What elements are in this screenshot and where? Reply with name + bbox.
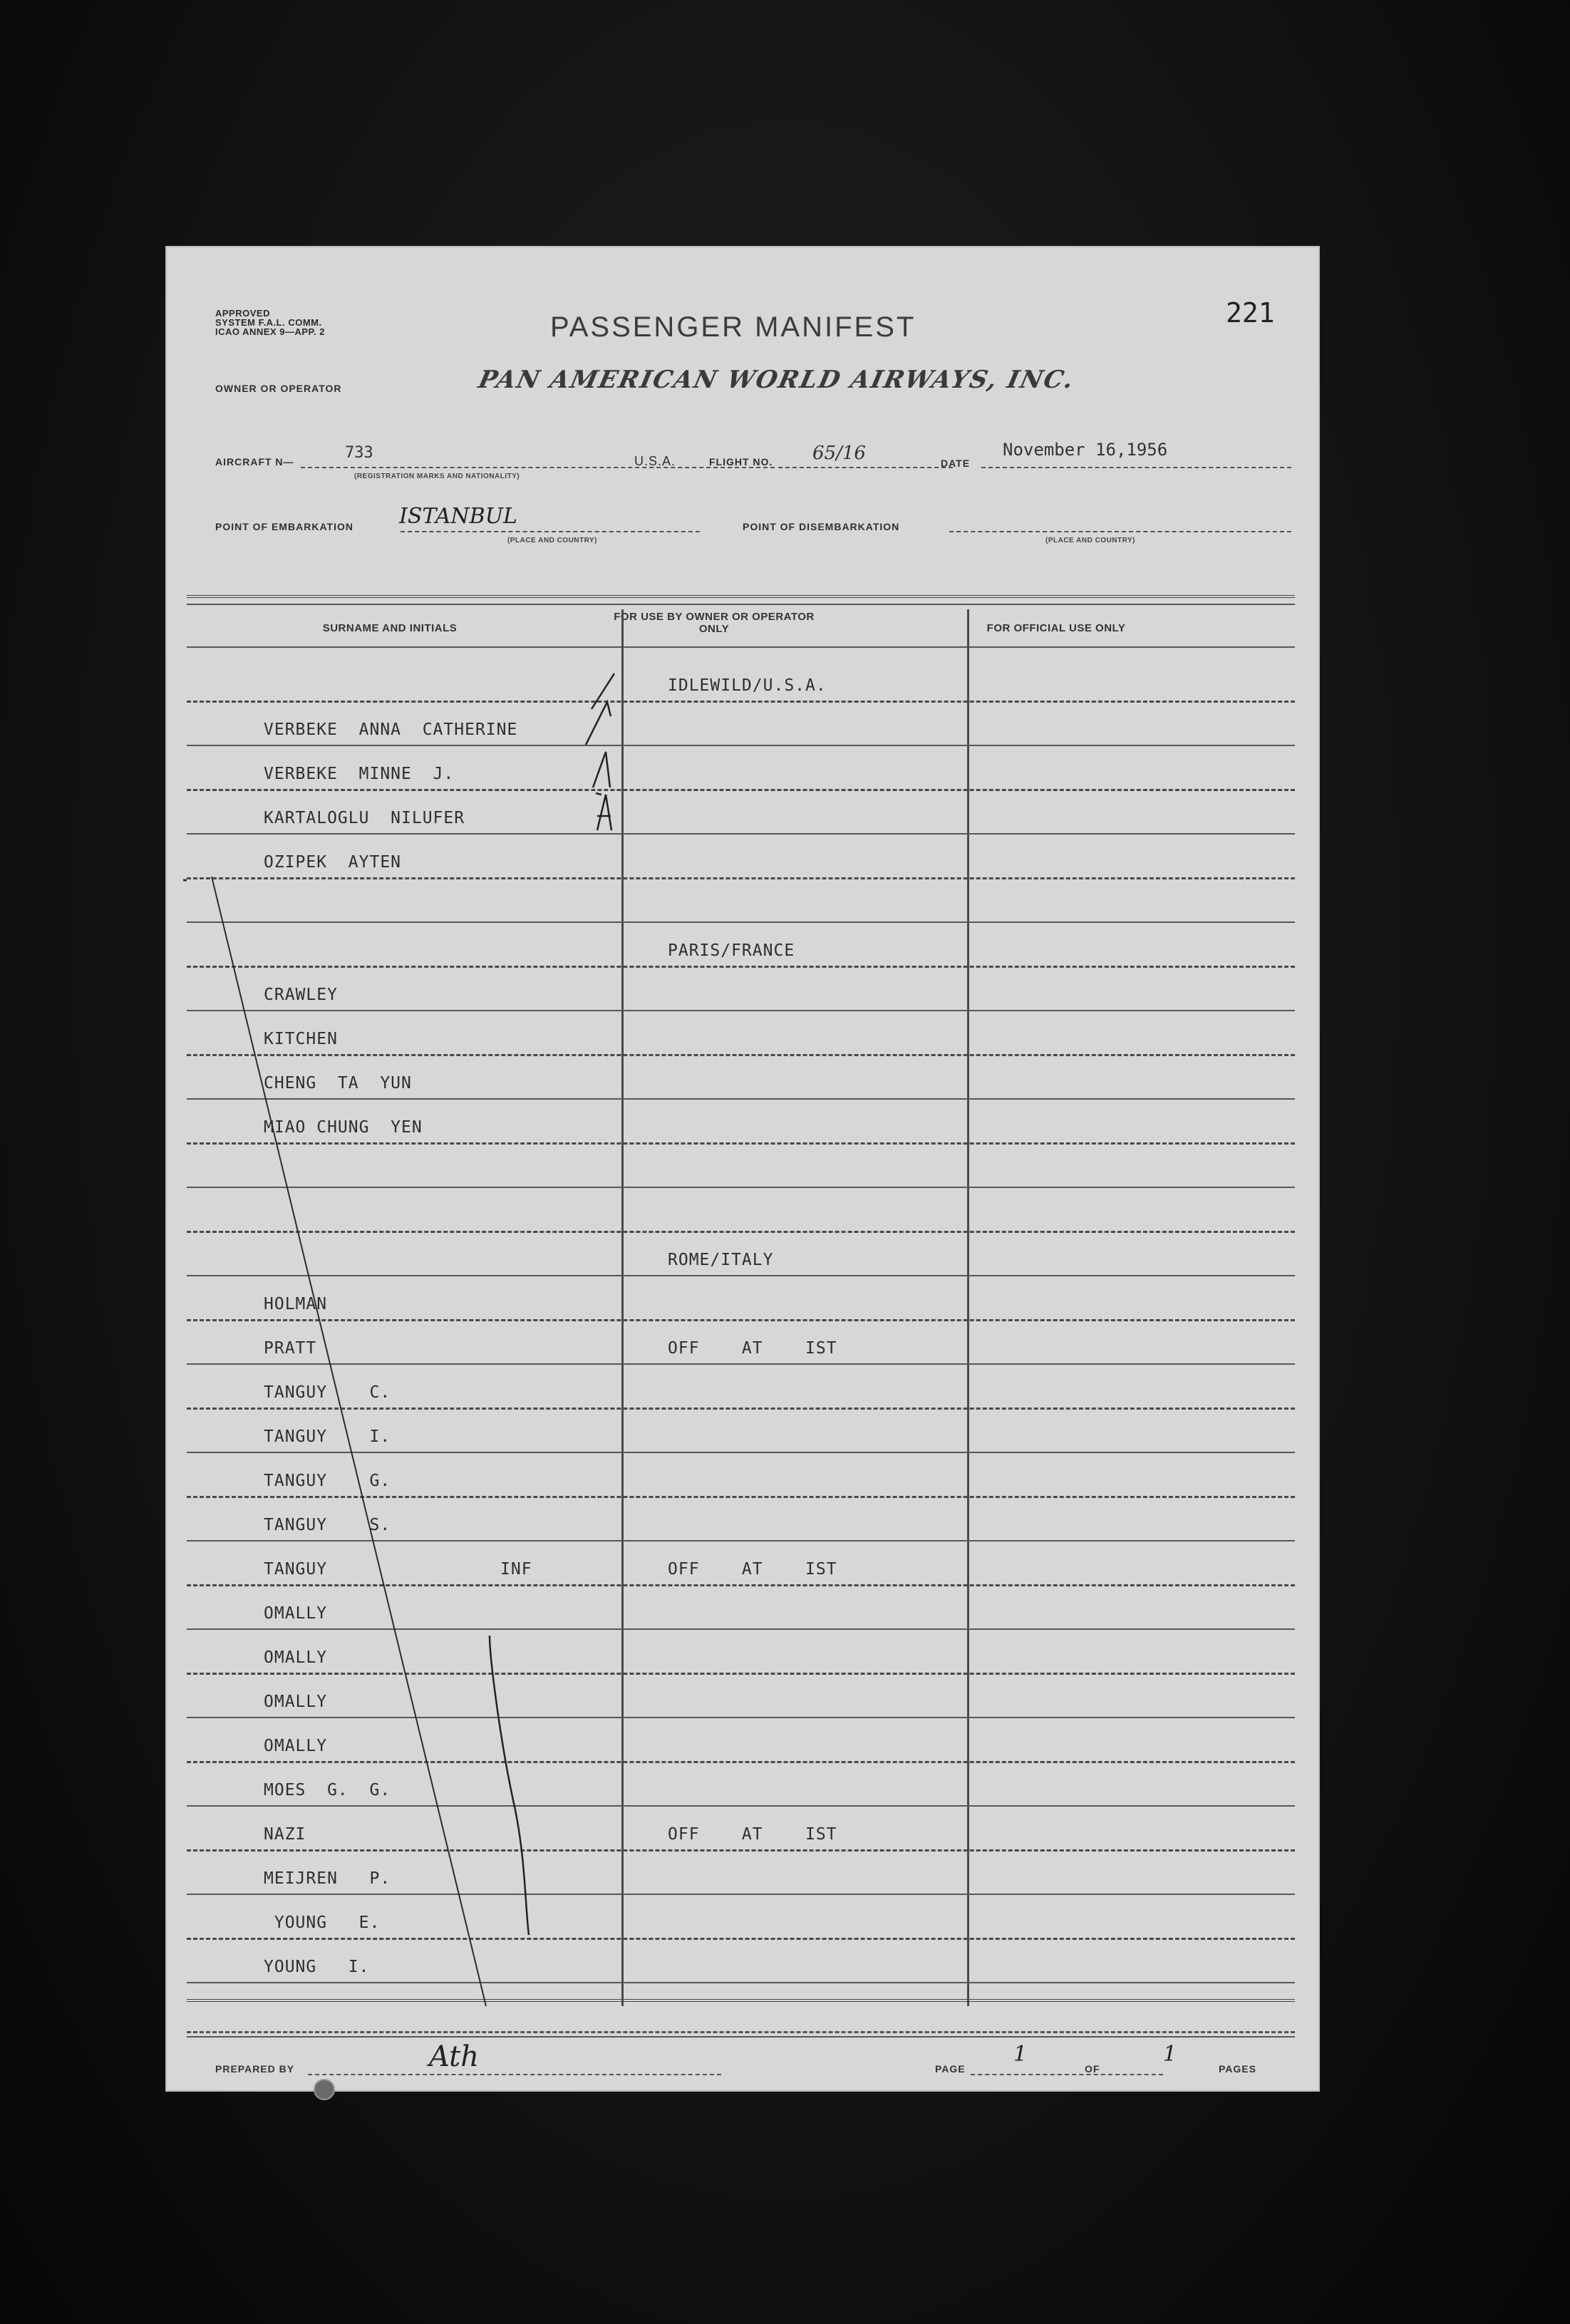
- passenger-name: CRAWLEY: [264, 986, 338, 1004]
- page-value: 1: [1013, 2042, 1028, 2067]
- approval-line: SYSTEM F.A.L. COMM.: [215, 317, 322, 328]
- pages-label: PAGES: [1219, 2063, 1256, 2075]
- table-bottom-border: [187, 1999, 1295, 2002]
- operator-note: OFF AT IST: [668, 1339, 837, 1358]
- footer-rule: [187, 2031, 1295, 2033]
- surname-column-header: SURNAME AND INITIALS: [322, 622, 458, 634]
- operator-note: ROME/ITALY: [668, 1251, 774, 1269]
- row-rule: [187, 1231, 1295, 1233]
- passenger-name: OMALLY: [264, 1604, 328, 1623]
- flight-label: FLIGHT NO.: [709, 456, 773, 468]
- airline-name: PAN AMERICAN WORLD AIRWAYS, INC.: [475, 366, 1078, 394]
- passenger-name: MOES G. G.: [264, 1781, 391, 1799]
- manifest-page: [165, 246, 1320, 2092]
- of-label: OF: [1085, 2063, 1100, 2075]
- row-rule: [187, 1628, 1295, 1630]
- page-title: PASSENGER MANIFEST: [550, 311, 916, 343]
- disembarkation-field-line: [949, 531, 1291, 532]
- footer-rule-2: [187, 2036, 1295, 2038]
- passenger-name: CHENG TA YUN: [264, 1074, 412, 1093]
- of-value: 1: [1163, 2042, 1177, 2067]
- prepared-by-signature: Ath: [429, 2040, 480, 2073]
- registration-hint: (REGISTRATION MARKS AND NATIONALITY): [354, 472, 520, 480]
- aircraft-value: 733: [345, 444, 373, 462]
- passenger-name: KITCHEN: [264, 1030, 338, 1048]
- page-label: PAGE: [935, 2063, 966, 2075]
- row-rule: [187, 1894, 1295, 1895]
- row-rule: [187, 877, 1295, 879]
- row-rule: [187, 1584, 1295, 1586]
- passenger-extra: INF: [500, 1560, 532, 1579]
- page-stamp-number: 221: [1226, 297, 1275, 329]
- passenger-name: TANGUY G.: [264, 1472, 391, 1490]
- row-rule: [187, 966, 1295, 968]
- row-rule: [187, 1496, 1295, 1498]
- aircraft-label: AIRCRAFT N—: [215, 456, 294, 468]
- row-rule: [187, 1673, 1295, 1675]
- row-rule: [187, 833, 1295, 835]
- passenger-name: TANGUY C.: [264, 1383, 391, 1402]
- operator-note: OFF AT IST: [668, 1560, 837, 1579]
- table-top-rule: [187, 604, 1295, 605]
- passenger-name: KARTALOGLU NILUFER: [264, 809, 465, 827]
- approval-line: ICAO ANNEX 9—APP. 2: [215, 326, 325, 337]
- passenger-name: OMALLY: [264, 1693, 328, 1711]
- embarkation-label: POINT OF EMBARKATION: [215, 521, 353, 532]
- passenger-name: TANGUY: [264, 1560, 328, 1579]
- row-rule: [187, 1275, 1295, 1276]
- page-field-line: [971, 2074, 1163, 2075]
- approval-line: APPROVED: [215, 308, 270, 319]
- prepared-by-line: [308, 2074, 721, 2075]
- passenger-name: MIAO CHUNG YEN: [264, 1118, 423, 1137]
- embarkation-field-line: [401, 531, 700, 532]
- column-divider-1: [621, 609, 624, 2006]
- flight-field-line: [778, 467, 953, 468]
- passenger-name: HOLMAN: [264, 1295, 328, 1313]
- row-rule: [187, 1849, 1295, 1852]
- operator-note: PARIS/FRANCE: [668, 941, 795, 960]
- passenger-name: OMALLY: [264, 1737, 328, 1755]
- row-rule: [187, 1363, 1295, 1365]
- passenger-name: OZIPEK AYTEN: [264, 853, 402, 872]
- row-rule: [187, 1319, 1295, 1321]
- embarkation-hint: (PLACE AND COUNTRY): [507, 537, 597, 544]
- passenger-name: TANGUY S.: [264, 1516, 391, 1534]
- passenger-name: MEIJREN P.: [264, 1869, 391, 1888]
- row-rule: [187, 1805, 1295, 1807]
- aircraft-field-line: [301, 467, 775, 468]
- disembarkation-hint: (PLACE AND COUNTRY): [1045, 537, 1135, 544]
- usa-label: U.S.A.: [634, 454, 676, 468]
- row-rule: [187, 1982, 1295, 1983]
- operator-note: OFF AT IST: [668, 1825, 837, 1844]
- disembarkation-label: POINT OF DISEMBARKATION: [743, 521, 900, 532]
- passenger-name: OMALLY: [264, 1648, 328, 1667]
- row-rule: [187, 789, 1295, 791]
- column-divider-2: [967, 609, 969, 2006]
- passenger-table: [187, 595, 1295, 2020]
- row-rule: [187, 1010, 1295, 1011]
- embarkation-value: ISTANBUL: [399, 504, 517, 529]
- row-rule: [187, 1408, 1295, 1410]
- owner-label: OWNER OR OPERATOR: [215, 383, 342, 394]
- operator-note: IDLEWILD/U.S.A.: [668, 676, 827, 695]
- owner-use-column-header: FOR USE BY OWNER OR OPERATOR ONLY: [614, 611, 815, 635]
- table-top-border: [187, 595, 1295, 598]
- row-rule: [187, 701, 1295, 703]
- date-field-line: [981, 467, 1291, 468]
- passenger-name: YOUNG E.: [264, 1914, 381, 1932]
- row-rule: [187, 1098, 1295, 1100]
- approval-stamp: [215, 309, 325, 336]
- row-rule: [187, 1540, 1295, 1541]
- passenger-name: NAZI: [264, 1825, 306, 1844]
- row-rule: [187, 1054, 1295, 1056]
- passenger-name: YOUNG I.: [264, 1958, 370, 1976]
- passenger-name: PRATT: [264, 1339, 317, 1358]
- row-rule: [187, 1142, 1295, 1145]
- row-rule: [187, 1452, 1295, 1453]
- official-use-column-header: FOR OFFICIAL USE ONLY: [986, 622, 1126, 634]
- row-rule: [187, 1717, 1295, 1718]
- seal-icon: [314, 2079, 335, 2100]
- prepared-by-label: PREPARED BY: [215, 2063, 295, 2075]
- header-rule: [187, 646, 1295, 648]
- row-rule: [187, 921, 1295, 923]
- passenger-name: TANGUY I.: [264, 1427, 391, 1446]
- flight-value: 65/16: [812, 443, 866, 464]
- date-value: November 16,1956: [1003, 440, 1168, 460]
- row-rule: [187, 1187, 1295, 1188]
- row-rule: [187, 1761, 1295, 1763]
- date-label: DATE: [941, 458, 971, 469]
- passenger-name: VERBEKE MINNE J.: [264, 765, 455, 783]
- row-rule: [187, 745, 1295, 746]
- row-rule: [187, 1938, 1295, 1940]
- passenger-name: VERBEKE ANNA CATHERINE: [264, 721, 518, 739]
